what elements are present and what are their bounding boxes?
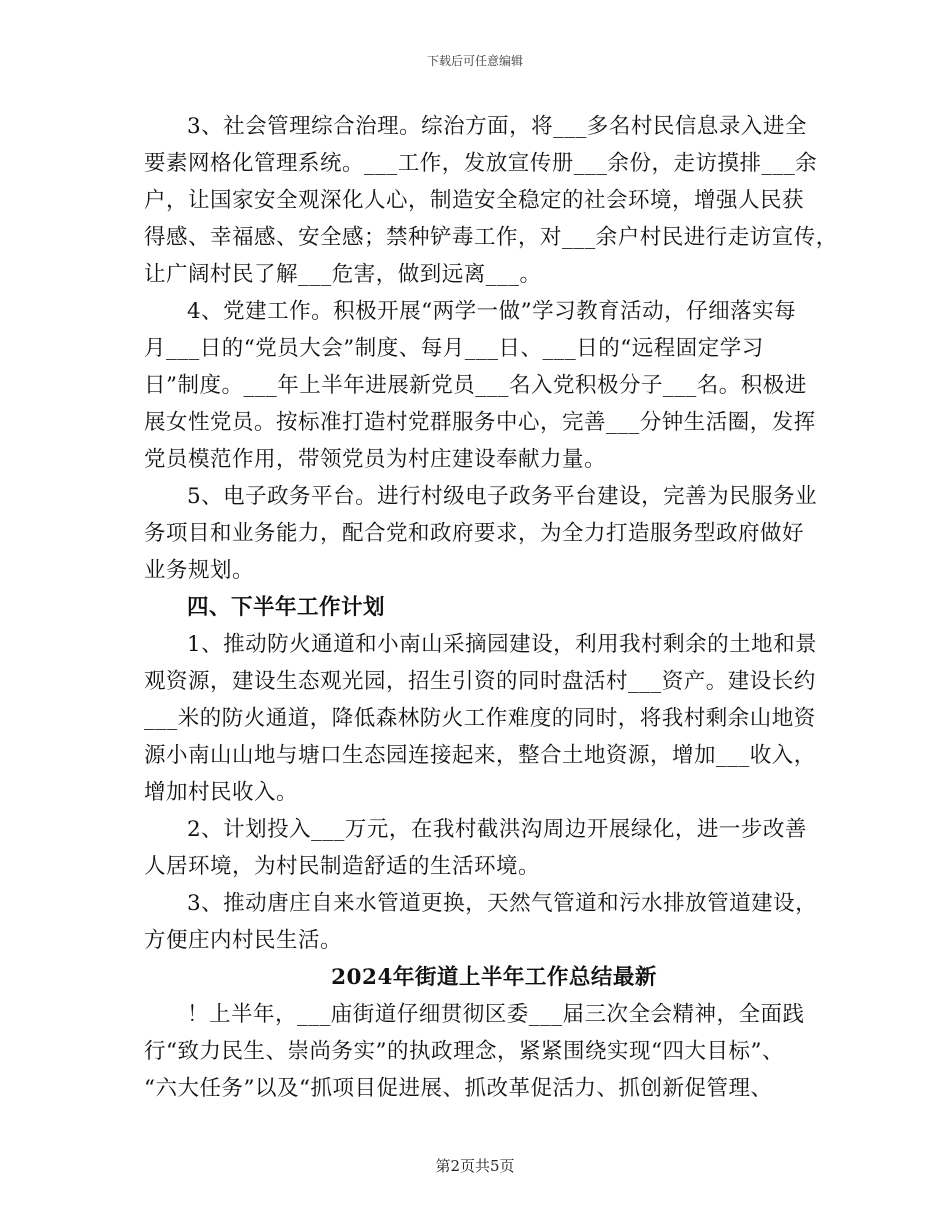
paragraph-line: 观资源，建设生态观光园，招生引资的同时盘活村___资产。建设长约 <box>144 669 816 694</box>
paragraph-line: 人居环境，为村民制造舒适的生活环境。 <box>144 854 541 879</box>
paragraph-line: 户，让国家安全观深化人心，制造安全稳定的社会环境，增强人民获 <box>144 188 805 213</box>
paragraph-line: 让广阔村民了解___危害，做到远离___。 <box>144 262 542 287</box>
paragraph-line: 展女性党员。按标准打造村党群服务中心，完善___分钟生活圈，发挥 <box>144 410 816 435</box>
paragraph-line: “六大任务”以及“抓项目促进展、抓改革促活力、抓创新促管理、 <box>144 1076 773 1101</box>
paragraph-line: 1、推动防火通道和小南山采摘园建设，利用我村剩余的土地和景 <box>187 632 818 657</box>
paragraph-line: 党员模范作用，带领党员为村庄建设奉献力量。 <box>144 447 607 472</box>
paragraph-line: 方便庄内村民生活。 <box>144 928 343 953</box>
paragraph-line: ！上半年，___庙街道仔细贯彻区委___届三次全会精神，全面践 <box>187 1002 805 1027</box>
paragraph-line: 务项目和业务能力，配合党和政府要求，为全力打造服务型政府做好 <box>144 521 805 546</box>
paragraph-line: 3、推动唐庄自来水管道更换，天然气管道和污水排放管道建设， <box>187 891 818 916</box>
paragraph-line: 源小南山山地与塘口生态园连接起来，整合土地资源，增加___收入， <box>144 743 816 768</box>
paragraph-line: 业务规划。 <box>144 558 255 583</box>
paragraph-line: 得感、幸福感、安全感；禁种铲毒工作，对___余户村民进行走访宣传， <box>144 225 838 250</box>
paragraph-line: 3、社会管理综合治理。综治方面，将___多名村民信息录入进全 <box>187 114 807 139</box>
paragraph-line: 日”制度。___年上半年进展新党员___名入党积极分子___名。积极进 <box>144 373 807 398</box>
paragraph-line: 行“致力民生、崇尚务实”的执政理念，紧紧围绕实现“四大目标”、 <box>144 1039 784 1064</box>
page-footer: 第2页共5页 <box>435 1157 515 1175</box>
paragraph-line: 要素网格化管理系统。___工作，发放宣传册___余份，走访摸排___余 <box>144 151 818 176</box>
document-body <box>144 108 838 1107</box>
paragraph-line: 4、党建工作。积极开展“两学一做”学习教育活动，仔细落实每 <box>187 299 797 324</box>
paragraph-line: ___米的防火通道，降低森林防火工作难度的同时，将我村剩余山地资 <box>144 706 816 731</box>
paragraph-line: 增加村民收入。 <box>144 780 299 805</box>
paragraph-line: 5、电子政务平台。进行村级电子政务平台建设，完善为民服务业 <box>187 484 818 509</box>
page-header: 下载后可任意编辑 <box>426 54 523 68</box>
paragraph-line: 2、计划投入___万元，在我村截洪沟周边开展绿化，进一步改善 <box>187 817 807 842</box>
document-title: 2024年街道上半年工作总结最新 <box>331 965 657 990</box>
paragraph-line: 月___日的“党员大会”制度、每月___日、___日的“远程固定学习 <box>144 336 764 361</box>
section-heading: 四、下半年工作计划 <box>187 595 386 620</box>
